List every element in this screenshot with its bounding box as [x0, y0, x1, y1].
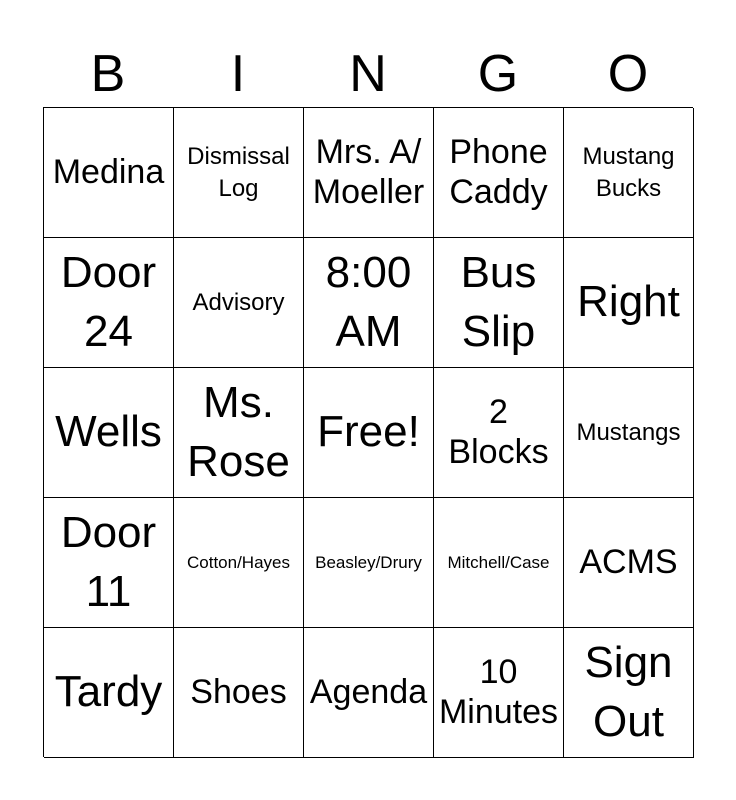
bingo-cell[interactable]: Right	[564, 238, 694, 368]
bingo-cell[interactable]: Phone Caddy	[434, 108, 564, 238]
bingo-cell[interactable]: ACMS	[564, 498, 694, 628]
header-letter-i: I	[230, 45, 246, 103]
bingo-cell[interactable]: Dismissal Log	[174, 108, 304, 238]
bingo-cell[interactable]: 2 Blocks	[434, 368, 564, 498]
bingo-cell[interactable]: Mitchell/Case	[434, 498, 564, 628]
bingo-cell[interactable]: Medina	[44, 108, 174, 238]
header-letter-n: N	[349, 45, 387, 103]
bingo-cell[interactable]: Mustangs	[564, 368, 694, 498]
bingo-cell[interactable]: Door 11	[44, 498, 174, 628]
bingo-header	[43, 40, 693, 108]
bingo-cell[interactable]: Sign Out	[564, 628, 694, 758]
bingo-cell[interactable]: 8:00 AM	[304, 238, 434, 368]
bingo-cell[interactable]: Wells	[44, 368, 174, 498]
free-space-cell[interactable]: Free!	[304, 368, 434, 498]
bingo-cell[interactable]: Shoes	[174, 628, 304, 758]
bingo-cell[interactable]: Cotton/Hayes	[174, 498, 304, 628]
bingo-cell[interactable]: Bus Slip	[434, 238, 564, 368]
bingo-cell[interactable]: Tardy	[44, 628, 174, 758]
bingo-cell[interactable]: Agenda	[304, 628, 434, 758]
bingo-cell[interactable]: Door 24	[44, 238, 174, 368]
bingo-cell[interactable]: Ms. Rose	[174, 368, 304, 498]
header-letter-b: B	[90, 45, 126, 103]
bingo-cell[interactable]: Mrs. A/ Moeller	[304, 108, 434, 238]
bingo-cell[interactable]: Advisory	[174, 238, 304, 368]
header-letter-g: G	[477, 45, 519, 103]
bingo-cell[interactable]: Mustang Bucks	[564, 108, 694, 238]
bingo-cell[interactable]: Beasley/Drury	[304, 498, 434, 628]
bingo-cell[interactable]: 10 Minutes	[434, 628, 564, 758]
header-letter-o: O	[607, 45, 649, 103]
bingo-grid	[43, 107, 693, 757]
